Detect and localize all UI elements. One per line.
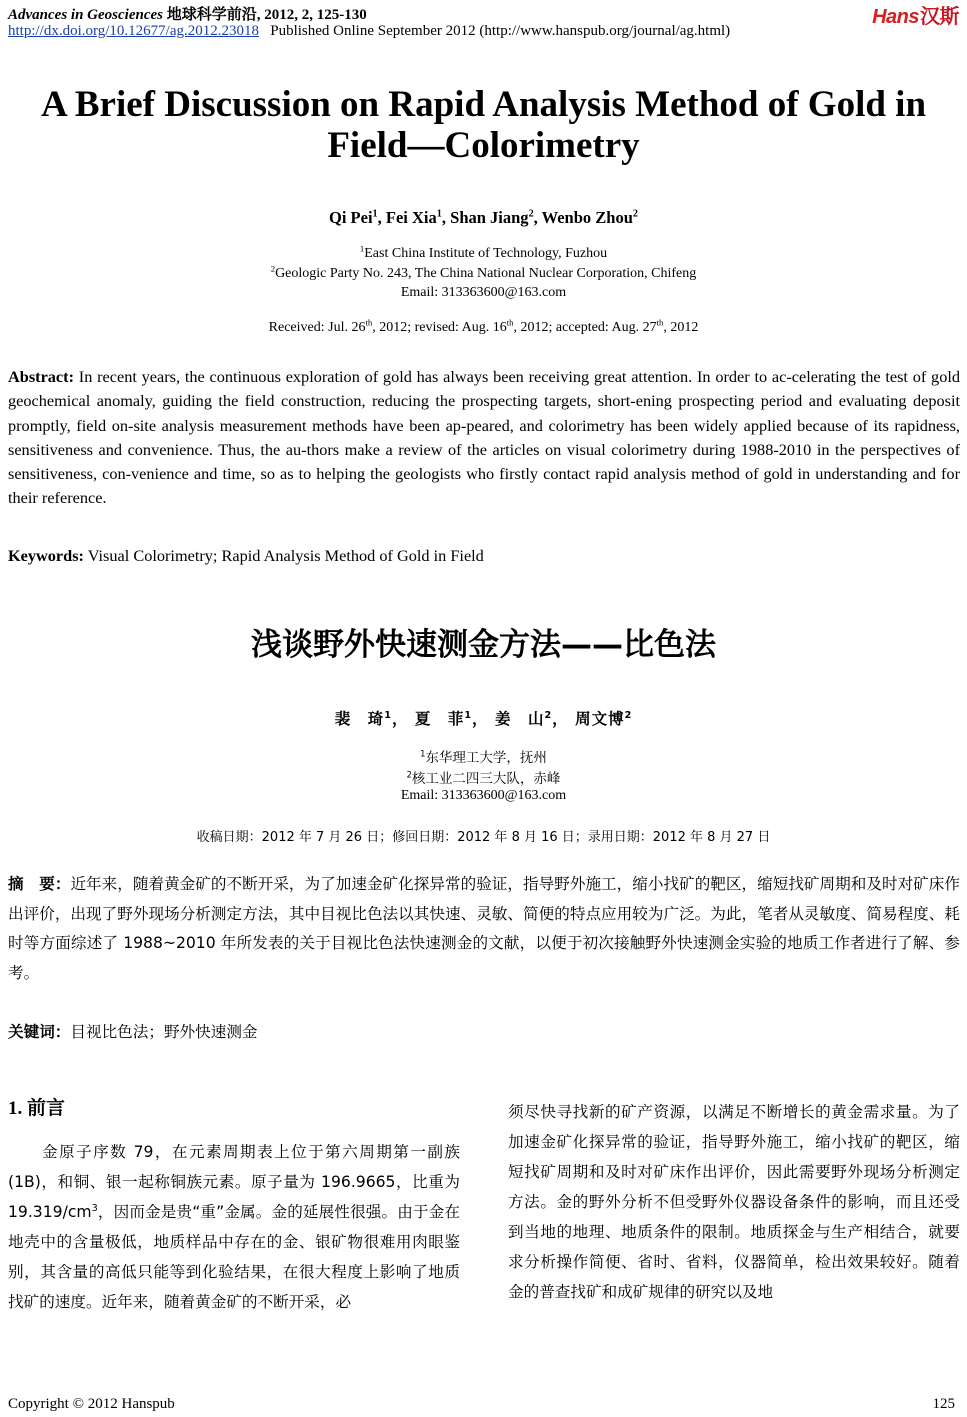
journal-header bbox=[8, 3, 367, 24]
logo-text-en: Hans bbox=[872, 6, 919, 28]
email-zh: Email: 313363600@163.com bbox=[400, 788, 567, 803]
abstract-text-zh: 近年来，随着黄金矿的不断开采，为了加速金矿化探异常的验证，指导野外施工，缩小找矿的靶区，缩短找矿周期和及时对矿床作出评价，出现了野外现场分析测定方法，其中目视比色法以其快速、灵敏、简便的特点应用较为广泛。为此，笔者从灵敏度、简易程度、耗时等方面综述了 1988~2010 年所发表的关于目视比色法快速测金的文献，以便于初次接触野外快速测金实验的地质工作者进行了解、参考。 bbox=[8, 875, 960, 982]
abstract-text: In recent years, the continuous exploration of gold has always been receiving great attention. In order to ac-celerating the test of gold geochemical anomaly, guiding the field construction, reducing the prospecting targets, short-ening prospecting period and evaluating deposit promptly, field on-site analysis measurement methods have been ap-peared, and colorimetry has been widely applied because of its rapidness, sensitiveness and convenience. Thus, the au-thors make a review of the articles on visual colorimetry during 1988-2010 in the perspectives of sensitiveness, con-venience and time, so as to helping the geologists who firstly contact rapid analysis method of gold in understanding and for their reference. bbox=[8, 367, 960, 508]
date-text: Received: Jul. 26 bbox=[268, 320, 366, 335]
author-name-zh: 周文博 bbox=[575, 710, 625, 728]
keywords-text-zh: 目视比色法；野外快速测金 bbox=[70, 1023, 258, 1041]
abstract-label: Abstract: bbox=[8, 367, 75, 386]
journal-name-cn: 地球科学前沿 bbox=[166, 5, 257, 23]
received-dates-en bbox=[0, 317, 967, 336]
authors-en: Qi Pei$^1$, Fei Xia$^1$, Shan Jiang$^2$, Wenbo Zhou$^2$ bbox=[329, 208, 638, 227]
author-name: Wenbo Zhou bbox=[541, 208, 633, 227]
superscript: 3 bbox=[91, 1202, 98, 1214]
author-name-zh: 夏 菲 bbox=[414, 710, 465, 728]
affil-text: 核工业二四三大队，赤峰 bbox=[411, 771, 561, 787]
body-column-right: 须尽快寻找新的矿产资源，以满足不断增长的黄金需求量。为了加速金矿化探异常的验证，指导野外施工，缩小找矿的靶区，缩短找矿周期和及时对矿床作出评价，因此需要野外现场分析测定方法。金的野外分析不但受野外仪器设备条件的影响，而且还受到当地的地理、地质条件的限制。地质探金与生产相结合，就要求分析操作简便、省时、省料，仪器简单，检出效果较好。随着金的普查找矿和成矿规律的研究以及地 bbox=[508, 1103, 960, 1301]
copyright: Copyright © 2012 Hanspub bbox=[8, 1396, 175, 1412]
author-name-zh: 裴 琦 bbox=[334, 710, 385, 728]
abstract-zh bbox=[8, 870, 960, 988]
author-affil-mark: 2 bbox=[632, 208, 638, 220]
date-text: , 2012; accepted: Aug. 27 bbox=[513, 320, 657, 335]
author-affil-mark: 2 bbox=[528, 208, 534, 220]
publisher-logo bbox=[872, 0, 959, 29]
affil-number: 1 bbox=[359, 243, 365, 254]
author-name: Fei Xia bbox=[385, 208, 437, 227]
author-affil-mark: 2 bbox=[544, 709, 553, 721]
affiliation-1-zh bbox=[0, 746, 967, 766]
keywords-label-zh: 关键词： bbox=[8, 1023, 71, 1041]
authors-zh: 裴 琦$^1$， 夏 菲$^1$， 姜 山$^2$， 周文博$^2$ bbox=[334, 709, 633, 728]
paper-title-zh: 浅谈野外快速测金方法——比色法 bbox=[251, 627, 716, 663]
body-text: ，因而金是贵“重”金属。金的延展性很强。由于金在地壳中的含量极低，地质样品中存在的金、银矿物很难用肉眼鉴别，其含量的高低只能等到化验结果，在很大程度上影响了地质找矿的速度。近年来，随着黄金矿的不断开采，必 bbox=[8, 1203, 460, 1311]
affiliation-2-en bbox=[0, 263, 967, 282]
ordinal: th bbox=[365, 317, 373, 328]
author-affil-mark: 1 bbox=[436, 208, 442, 220]
affil-text: 东华理工大学，抚州 bbox=[425, 750, 547, 766]
author-name-zh: 姜 山 bbox=[494, 710, 545, 728]
author-name: Qi Pei bbox=[329, 208, 373, 227]
paper-title-en bbox=[0, 84, 967, 166]
section-heading bbox=[8, 1093, 65, 1120]
abstract-en bbox=[8, 365, 960, 511]
section-number: 1. bbox=[8, 1098, 23, 1119]
affil-number: 2 bbox=[406, 769, 412, 780]
date-text: , 2012; revised: Aug. 16 bbox=[372, 320, 507, 335]
doi-link[interactable]: http://dx.doi.org/10.12677/ag.2012.23018 bbox=[8, 23, 259, 39]
title-line-2: Field—Colorimetry bbox=[327, 125, 640, 166]
doi-line bbox=[8, 23, 730, 40]
author-affil-mark: 1 bbox=[384, 709, 392, 721]
keywords-label: Keywords: bbox=[8, 546, 84, 565]
published-online: Published Online September 2012 (http://www.hanspub.org/journal/ag.html) bbox=[270, 23, 731, 39]
ordinal: th bbox=[506, 317, 514, 328]
author-name: Shan Jiang bbox=[450, 208, 529, 227]
affiliation-1-en bbox=[0, 243, 967, 262]
author-affil-mark: 2 bbox=[624, 709, 633, 721]
body-column-left bbox=[8, 1137, 460, 1317]
journal-name: Advances in Geosciences bbox=[8, 7, 163, 23]
logo-text-cn: 汉斯 bbox=[920, 4, 959, 28]
affil-text: East China Institute of Technology, Fuzhou bbox=[364, 246, 608, 261]
keywords-zh bbox=[8, 1020, 258, 1042]
author-affil-mark: 1 bbox=[372, 208, 378, 220]
abstract-label-zh: 摘 要： bbox=[8, 875, 71, 893]
keywords-text: Visual Colorimetry; Rapid Analysis Method of Gold in Field bbox=[83, 546, 484, 565]
email-en: Email: 313363600@163.com bbox=[400, 285, 567, 300]
keywords-en bbox=[8, 546, 484, 566]
body-text: 金原子序数 79，在元素周期表上位于第六周期第一副族(1B)，和铜、银一起称铜族元素。原子量为 196.9665，比重为 19.319/cm bbox=[8, 1143, 460, 1221]
affil-number: 1 bbox=[420, 748, 426, 759]
received-dates-zh: 收稿日期：2012 年 7 月 26 日；修回日期：2012 年 8 月 16 日；录用日期：2012 年 8 月 27 日 bbox=[196, 830, 771, 845]
ordinal: th bbox=[656, 317, 664, 328]
affil-text: Geologic Party No. 243, The China National Nuclear Corporation, Chifeng bbox=[275, 266, 697, 281]
journal-volume: , 2012, 2, 125-130 bbox=[256, 7, 367, 23]
section-title: 前言 bbox=[27, 1097, 66, 1119]
title-line-1: A Brief Discussion on Rapid Analysis Method of Gold in bbox=[40, 84, 927, 125]
date-text: , 2012 bbox=[663, 320, 699, 335]
affil-number: 2 bbox=[270, 263, 276, 274]
author-affil-mark: 1 bbox=[464, 709, 473, 721]
page-number: 125 bbox=[932, 1396, 955, 1412]
affiliation-2-zh bbox=[0, 767, 967, 787]
